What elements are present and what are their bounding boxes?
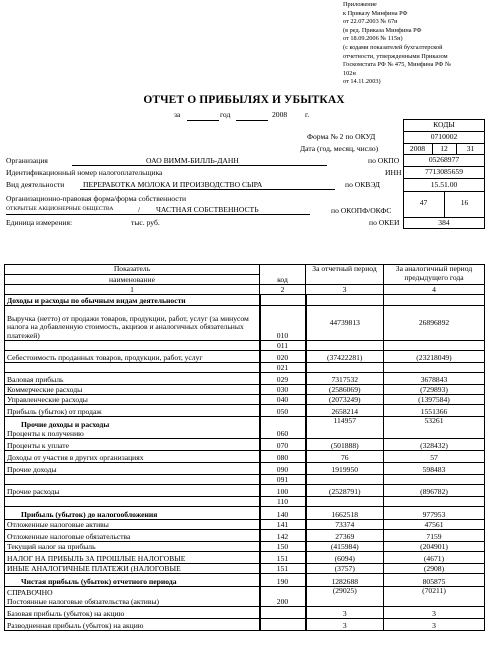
appendix-line: отчетности, утвержденными Приказом (343, 52, 448, 60)
row-current-value (306, 497, 384, 507)
row-section-title: Прочие доходы и расходы (21, 420, 110, 430)
period-month: год (220, 110, 231, 119)
row-section-title: СПРАВОЧНО (7, 588, 53, 598)
row-name (5, 552, 260, 564)
table-row (5, 552, 485, 564)
row-subtitle: Постоянные налоговые обязательства (активы) (7, 596, 160, 606)
appendix-line: 102н (343, 69, 356, 77)
table-row (5, 405, 485, 417)
row-current-value: (6094) (306, 552, 384, 564)
row-label: Разводненная прибыль (убыток) на акцию (7, 620, 144, 630)
row-label: Себестоимость проданных товаров, продукции, работ, услуг (7, 352, 203, 362)
row-code: 090 (260, 463, 306, 475)
appendix-line: (с кодами показателей бухгалтерской (343, 43, 443, 51)
form-label: Форма № 2 по ОКУД (307, 132, 376, 141)
divider (403, 178, 485, 179)
row-label: Прибыль (убыток) от продаж (7, 406, 102, 416)
row-code (260, 295, 306, 306)
row-code: 150 (260, 542, 306, 552)
row-previous-value: (204901) (384, 542, 485, 552)
org-name: ОАО ВИММ-БИЛЛЬ-ДАНН (146, 156, 239, 165)
okpo-code: 05268977 (428, 155, 460, 164)
form-code: 0710002 (430, 132, 458, 141)
row-name (5, 373, 260, 385)
table-row (5, 564, 485, 574)
row-name (5, 306, 260, 341)
row-label: Коммерческие расходы (7, 384, 83, 394)
row-label: ИНЫЕ АНАЛОГИЧНЫЕ ПЛАТЕЖИ (НАЛОГОВЫЕ (7, 563, 181, 573)
row-current-value (306, 363, 384, 373)
okfs-code: 16 (460, 198, 469, 207)
appendix-line: от 14.11.2003) (343, 78, 381, 86)
row-code: 040 (260, 395, 306, 405)
row-label: Отложенные налоговые активы (7, 519, 109, 529)
period-prefix: за (174, 110, 181, 119)
row-name (5, 475, 260, 485)
table-row (5, 373, 485, 385)
inn-code: 7713085659 (425, 167, 463, 176)
row-previous-value: (70211) (384, 587, 485, 607)
row-name (5, 341, 260, 351)
unit-label: Единица измерения: (6, 218, 73, 227)
row-code: 011 (260, 341, 306, 351)
row-code: 200 (260, 587, 306, 607)
row-name (5, 607, 260, 619)
appendix-line: Госкомстата РФ № 475, Минфина РФ № (343, 61, 451, 69)
row-current-value: 76 (306, 451, 384, 463)
header-current: За отчетный период (306, 265, 384, 285)
row-label: Валовая прибыль (7, 374, 64, 384)
row-previous-value: 3678843 (384, 373, 485, 385)
row-code: 029 (260, 373, 306, 385)
table-row (5, 463, 485, 475)
column-number: 3 (306, 285, 384, 295)
period-suffix: г. (305, 110, 310, 119)
date-label: Дата (год, месяц, число) (300, 144, 379, 153)
org-underline (72, 165, 327, 166)
table-row (5, 341, 485, 351)
row-current-value: 3 (306, 619, 384, 631)
table-row (5, 507, 485, 520)
activity-underline (80, 189, 335, 190)
row-previous-value (384, 341, 485, 351)
table-row (5, 619, 485, 631)
row-previous-value: (2908) (384, 564, 485, 574)
table-row (5, 497, 485, 507)
activity-value: ПЕРЕРАБОТКА МОЛОКА И ПРОИЗВОДСТВО СЫРА (83, 180, 263, 189)
row-code: 100 (260, 485, 306, 497)
row-code: 050 (260, 405, 306, 417)
row-code: 140 (260, 507, 306, 520)
table-row (5, 295, 485, 306)
row-current-value: (2073249) (306, 395, 384, 405)
row-name (5, 530, 260, 542)
table-row (5, 587, 485, 607)
table-row (5, 395, 485, 405)
row-name (5, 395, 260, 405)
row-label: Базовая прибыль (убыток) на акцию (7, 608, 125, 618)
row-previous-value: (4671) (384, 552, 485, 564)
row-name (5, 619, 260, 631)
org-label: Организация (6, 156, 48, 165)
row-previous-value (384, 497, 485, 507)
table-row (5, 574, 485, 587)
row-previous-value: (896782) (384, 485, 485, 497)
table-row (5, 363, 485, 373)
okved-code: 15.51.00 (430, 180, 458, 189)
row-name (5, 363, 260, 373)
row-current-value: 114957 (306, 417, 384, 439)
row-current-value: 3 (306, 607, 384, 619)
row-name (5, 574, 260, 587)
row-name (5, 520, 260, 530)
okopf-code: 47 (419, 198, 428, 207)
row-previous-value: 598483 (384, 463, 485, 475)
table-row (5, 530, 485, 542)
report-title: ОТЧЕТ О ПРИБЫЛЯХ И УБЫТКАХ (143, 94, 345, 106)
row-name (5, 351, 260, 363)
okei-label: по ОКЕИ (369, 218, 400, 227)
period-year: 2008 (272, 110, 288, 119)
date-month: 12 (440, 144, 448, 153)
table-row (5, 439, 485, 451)
row-code: 141 (260, 520, 306, 530)
row-previous-value: 57 (384, 451, 485, 463)
column-number: 2 (260, 285, 306, 295)
row-code: 060 (260, 417, 306, 439)
header-indicator: Показатель (5, 265, 260, 275)
table-row (5, 475, 485, 485)
row-label: Проценты к уплате (7, 440, 69, 450)
row-code (260, 607, 306, 619)
row-previous-value: 805875 (384, 574, 485, 587)
row-previous-value: 7159 (384, 530, 485, 542)
appendix-line: от 18.09.2006 № 115н) (343, 35, 403, 43)
row-previous-value (384, 363, 485, 373)
header-name: наименование (5, 275, 260, 285)
row-code (260, 619, 306, 631)
column-number: 1 (5, 285, 260, 295)
column-number: 4 (384, 285, 485, 295)
row-code: 091 (260, 475, 306, 485)
row-current-value: 7317532 (306, 373, 384, 385)
date-day: 31 (466, 144, 475, 153)
row-name (5, 485, 260, 497)
table-row (5, 351, 485, 363)
row-previous-value (384, 475, 485, 485)
row-previous-value (384, 295, 485, 306)
row-previous-value: 47561 (384, 520, 485, 530)
row-code: 021 (260, 363, 306, 373)
row-previous-value: (23218049) (384, 351, 485, 363)
row-previous-value: 3 (384, 619, 485, 631)
row-previous-value: (729893) (384, 385, 485, 395)
row-current-value: 2658214 (306, 405, 384, 417)
table-row (5, 385, 485, 395)
row-previous-value: 977953 (384, 507, 485, 520)
row-current-value: (3757) (306, 564, 384, 574)
row-previous-value: 1551366 (384, 405, 485, 417)
row-label: Текущий налог на прибыль (7, 541, 96, 551)
inn-row-label: Идентификационный номер налогоплательщика (6, 168, 163, 177)
header-code: код (260, 265, 306, 285)
row-previous-value: 3 (384, 607, 485, 619)
okopf-label: по ОКОПФ/ОКФС (331, 206, 392, 215)
row-current-value: (415984) (306, 542, 384, 552)
report-rows (5, 295, 485, 631)
row-code: 151 (260, 552, 306, 564)
row-name (5, 439, 260, 451)
appendix-note (343, 1, 486, 87)
period-underline (187, 120, 219, 121)
row-label: Доходы и расходы по обычным видам деятельности (7, 295, 186, 305)
row-name (5, 405, 260, 417)
row-current-value (306, 341, 384, 351)
codes-header: КОДЫ (433, 120, 455, 129)
activity-label: Вид деятельности (6, 180, 65, 189)
row-subtitle: Проценты к получению (7, 428, 84, 438)
row-label: Прочие расходы (7, 486, 60, 496)
row-code: 142 (260, 530, 306, 542)
row-label: Отложенные налоговые обязательства (7, 531, 131, 541)
row-current-value (306, 295, 384, 306)
row-current-value: (2528791) (306, 485, 384, 497)
row-previous-value: 26896892 (384, 306, 485, 341)
row-code: 030 (260, 385, 306, 395)
table-row (5, 417, 485, 439)
table-row (5, 607, 485, 619)
row-previous-value: (1397584) (384, 395, 485, 405)
row-name (5, 587, 260, 607)
row-current-value: (501888) (306, 439, 384, 451)
row-name (5, 463, 260, 475)
okei-code: 384 (438, 218, 450, 227)
row-label: Управленческие расходы (7, 394, 88, 404)
row-code: 151 (260, 564, 306, 574)
row-current-value (306, 475, 384, 485)
table-row (5, 485, 485, 497)
row-name (5, 497, 260, 507)
row-label: Прибыль (убыток) до налогообложения (21, 509, 158, 519)
row-name (5, 507, 260, 520)
date-year: 2008 (409, 144, 426, 153)
row-current-value: 73374 (306, 520, 384, 530)
row-label: Прочие доходы (7, 464, 57, 474)
row-name (5, 385, 260, 395)
row-current-value: (37422281) (306, 351, 384, 363)
ownership-value: ЧАСТНАЯ СОБСТВЕННОСТЬ (156, 205, 259, 214)
row-name (5, 451, 260, 463)
row-current-value: 1662518 (306, 507, 384, 520)
okpo-label: по ОКПО (368, 156, 400, 165)
row-current-value: (29025) (306, 587, 384, 607)
row-current-value: 27369 (306, 530, 384, 542)
table-row (5, 520, 485, 530)
legal-form-label: Организационно-правовая форма/форма собственности (6, 194, 187, 203)
row-label: Доходы от участия в других организациях (7, 452, 144, 462)
row-code: 080 (260, 451, 306, 463)
row-label: НАЛОГ НА ПРИБЫЛЬ ЗА ПРОШЛЫЕ НАЛОГОВЫЕ (7, 553, 186, 563)
legal-underline (6, 214, 310, 215)
row-current-value: 1282688 (306, 574, 384, 587)
ownership-separator: / (138, 205, 141, 214)
legal-form-value: ОТКРЫТЫЕ АКЦИОНЕРНЫЕ ОБЩЕСТВА (6, 206, 114, 212)
inn-label: ИНН (385, 168, 402, 177)
appendix-line: к Приказу Минфина РФ (343, 9, 408, 17)
appendix-line: от 22.07.2003 № 67н (343, 18, 398, 26)
row-current-value: 1919950 (306, 463, 384, 475)
table-row (5, 542, 485, 552)
row-code: 190 (260, 574, 306, 587)
row-code: 020 (260, 351, 306, 363)
row-name (5, 417, 260, 439)
appendix-line: Приложение (343, 1, 377, 8)
row-previous-value: 53261 (384, 417, 485, 439)
row-name (5, 295, 260, 306)
row-previous-value: (328432) (384, 439, 485, 451)
table-row (5, 306, 485, 341)
period-underline (236, 120, 268, 121)
row-label: Чистая прибыль (убыток) отчетного периода (21, 576, 177, 586)
row-code: 110 (260, 497, 306, 507)
row-current-value: 44739813 (306, 306, 384, 341)
table-row (5, 451, 485, 463)
row-name (5, 542, 260, 552)
report-table (4, 264, 485, 631)
row-current-value: (2586069) (306, 385, 384, 395)
okved-label: по ОКВЭД (345, 180, 380, 189)
row-code: 010 (260, 306, 306, 341)
appendix-line: (в ред. Приказа Минфина РФ (343, 26, 422, 34)
row-name (5, 564, 260, 574)
unit-value: тыс. руб. (131, 218, 160, 227)
row-label: Выручка (нетто) от продажи товаров, продукции, работ, услуг (за минусом налога на добавленную стоимость, акцизов и аналогичных обязательных платежей) (7, 313, 249, 340)
header-previous: За аналогичный период предыдущего года (384, 265, 485, 285)
row-code: 070 (260, 439, 306, 451)
